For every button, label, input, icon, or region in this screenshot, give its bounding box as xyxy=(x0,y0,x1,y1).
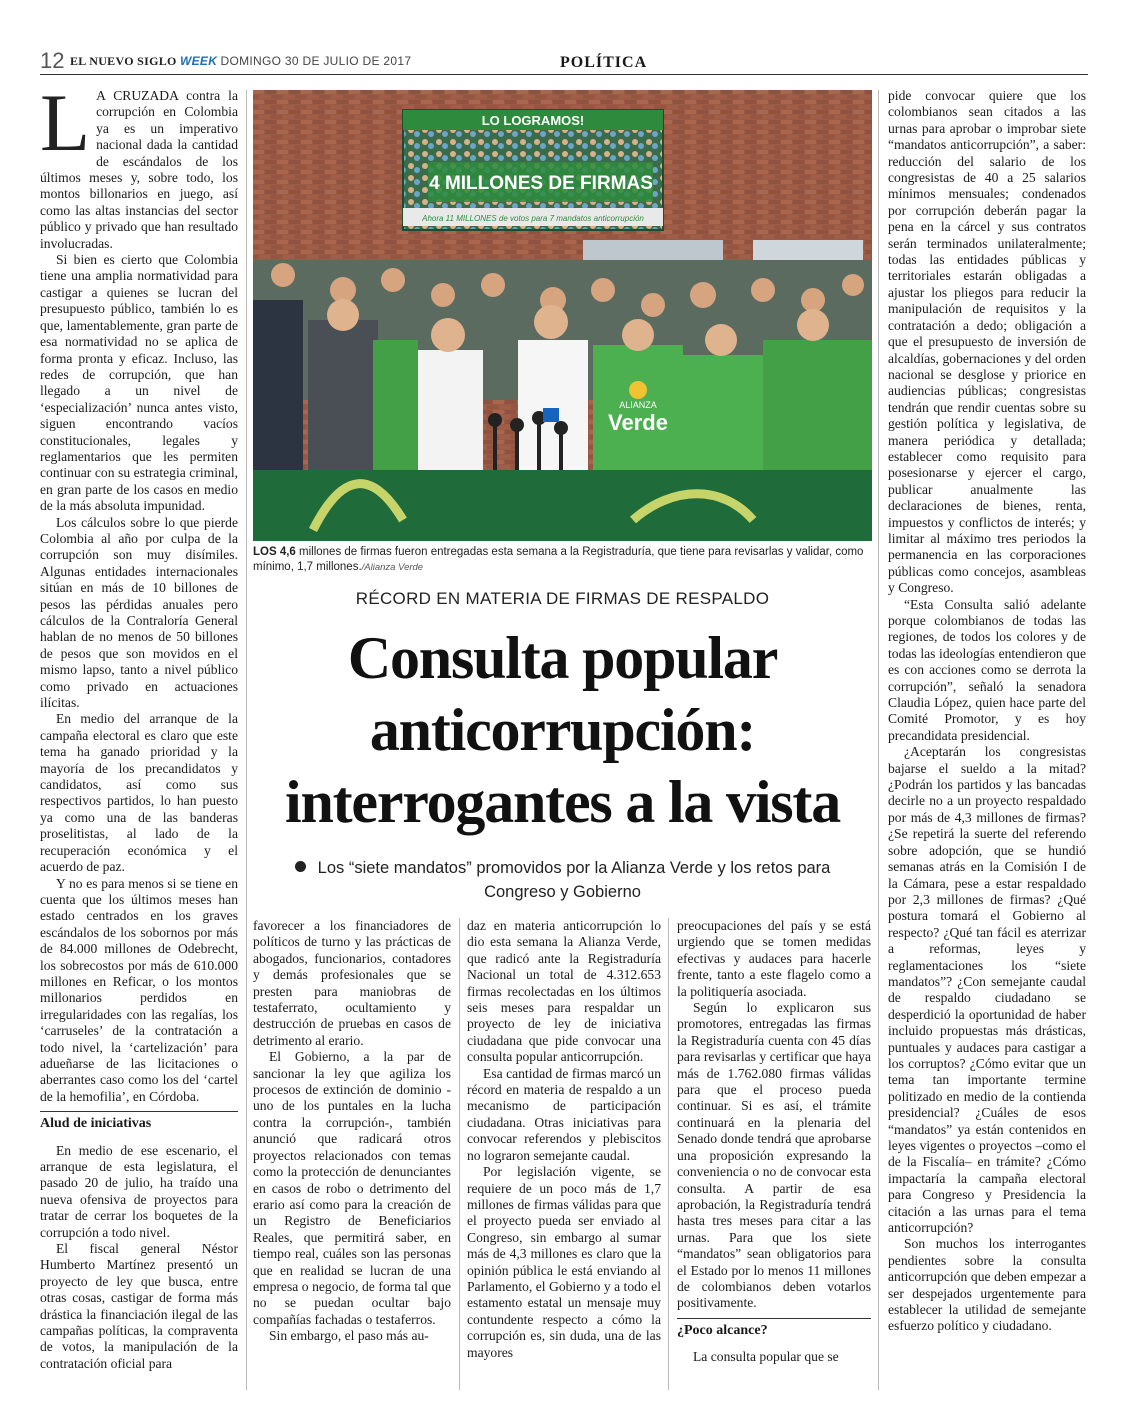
paragraph: En medio de ese escenario, el arranque de esta legislatura, el pasado 20 de julio, ha traído una nueva ofensiva de proyectos para tratar de cerrar los boquetes de la corrupción a todo nivel. xyxy=(40,1142,238,1240)
column-rule xyxy=(246,90,247,1390)
column-rule xyxy=(878,90,879,1390)
paragraph: En medio del arranque de la campaña electoral es claro que este tema ha ganado prioridad y la mayoría de los precandidatos y candidatos, así como sus respectivos partidos, lo han puesto ya como una de las banderas proselitistas, al lado de la recuperación económica y el acuerdo de paz. xyxy=(40,711,238,875)
news-photo xyxy=(253,90,872,541)
paragraph: Por legislación vigente, se requiere de un poco más de 1,7 millones de firmas válidas para que el proyecto pueda ser enviado al Congreso, sin embargo al sumar más de 4,3 millones es claro que la opinión pública le está enviando al Parlamento, el Gobierno y a todo el estamento estatal un mensaje muy contundente respecto a cómo la corrupción es, sin duda, una de las mayores xyxy=(467,1164,661,1360)
photo-credit: /Alianza Verde xyxy=(361,562,424,573)
caption-lead: LOS 4,6 xyxy=(253,546,296,558)
banner-headline: 4 MILLONES DE FIRMAS xyxy=(429,173,653,194)
section-title: POLÍTICA xyxy=(560,54,648,71)
photo-illustration xyxy=(253,90,872,541)
drop-cap: L xyxy=(40,77,91,168)
deck-line: Los “siete mandatos” promovidos por la Alianza Verde y los retos para xyxy=(317,859,831,877)
paragraph: El fiscal general Néstor Humberto Martínez presentó un proyecto de ley que busca, entre otras cosas, castigar de forma más drástica la financiación ilegal de las campañas políticas, la compraventa de votos, la manipulación de la contratación oficial para xyxy=(40,1241,238,1371)
publication-line xyxy=(70,54,411,69)
banner-subline: Ahora 11 MILLONES de votos para 7 mandatos anticorrupción xyxy=(422,214,644,223)
paragraph: Si bien es cierto que Colombia tiene una amplia normatividad para castigar a quienes se lucran del presupuesto público, también lo es que, lamentablemente, gran parte de esa normatividad no se aplica de forma pronta y eficaz. Incluso, las redes de corrupción, que han llegado a un nivel de ‘especialización’ nunca antes visto, siguen encontrando vacíos constitucionales, legales y reglamentarios que les permiten continuar con su estrategia criminal, en gran parte de los casos en medio de la más absoluta impunidad. xyxy=(40,252,238,514)
deck xyxy=(253,856,872,904)
page-header xyxy=(40,48,1088,75)
publication-name: EL NUEVO SIGLO xyxy=(70,54,177,68)
headline-line: interrogantes a la vista xyxy=(284,769,841,835)
paragraph: La consulta popular que se xyxy=(693,1349,839,1365)
paragraph: Según lo explicaron sus promotores, entregadas las firmas la Registraduría cuenta con 45 días para revisarlas y certificar que haya más de 1.762.080 firmas válidas para que el proceso pueda continuar. Si es así, el trámite continuará en la plenaria del Senado donde tendrá que aprobarse una proposición expresando la conveniencia o no de convocar esta consulta. A partir de esa aprobación, la Registraduría tendrá hasta tres meses para citar a las urnas. Para que los siete “mandatos” sean obligatorios para el Estado por lo menos 11 millones de colombianos deben votarlos positivamente. xyxy=(677,1000,871,1311)
headline xyxy=(253,622,872,838)
paragraph: pide convocar quiere que los colombianos sean citados a las urnas para aprobar o improbar siete “mandatos anticorrupción”, a saber: reducción del salario de los congresistas de 40 a 25 salarios mínimos mensuales; condenados por corrupción deberán pagar la pena en la cárcel y sus contratos serán terminados unilateralmente; todas las entidades públicas y territoriales estarán obligadas a ajustar los pliegos para reducir la manipulación de requisitos y la contratación a dedo; obligación a que el presupuesto de inversión de alcaldías, gobernaciones y del orden nacional se desglose y priorice en audiencias públicas; congresistas tendrán que rendir cuentas sobre su gestión política y legislativa, de manera periódica y detallada; establecer como requisito para posesionarse y ejercer el cargo, publicar anualmente las declaraciones de bienes, renta, impuestos y conflictos de interés; y limitar al máximo tres periodos la permanencia en las corporaciones públicas como concejos, asambleas y Congreso. xyxy=(888,88,1086,596)
paragraph: “Esta Consulta salió adelante porque colombianos de todas las regiones, de todos los colores y de todas las ideologías entendieron que es con acciones como se derrota la corrupción”, señaló la senadora Claudia López, quien hace parte del Comité Promotor, y es hoy precandidata presidencial. xyxy=(888,596,1086,743)
article-column-1 xyxy=(40,77,238,1372)
paragraph: ¿Aceptarán los congresistas bajarse el sueldo a la mitad? ¿Podrán los partidos y las bancadas decirle no a un proyecto respaldado por más de 4,3 millones de firmas? ¿Se repetirá la suerte del referendo sobre adopción, que se hundió semanas atrás en la Comisión I de la Cámara, pese a estar respaldado por 2,3 millones de firmas? ¿Qué postura tomará el Gobierno al respecto? ¿Qué tan fácil es aterrizar a reformas, leyes y reglamentaciones los “siete mandatos”? ¿Con semejante caudal de respaldo ciudadano se desperdició la oportunidad de haber incluido propuestas más drásticas, puntuales y audaces para castigar a los corruptos? ¿Cómo evitar que un tema tan importante termine politizado en medio de la contienda presidencial? ¿Cuáles de esos “mandatos” ya están contenidos en leyes vigentes o proyectos –como el de la Fiscalía– en trámite? ¿Cómo impactaría la campaña electoral para Congreso y Presidencia la citación a las urnas para el tema anticorrupción? xyxy=(888,744,1086,1236)
paragraph: El Gobierno, a la par de sancionar la ley que agiliza los procesos de extinción de dominio -uno de los puntales en la lucha contra la corrupción-, también anunció que radicará otros proyectos relacionados con temas como la protección de denunciantes en casos de robo o detrimento del erario así como para la creación de un Registro de Beneficiarios Reales, que permitirá saber, en tiempo real, cuáles son las personas que en realidad se lucran de una empresa o negocio, de forma tal que no se puedan ocultar bajo compañías fachadas o testaferros. xyxy=(253,1049,451,1327)
subheading: Alud de iniciativas xyxy=(40,1111,238,1136)
column-rule xyxy=(668,918,669,1390)
article-column-3 xyxy=(467,918,661,1361)
paragraph: A CRUZADA contra la corrupción en Colombia ya es un imperativo nacional dada la cantidad de escándalos de los últimos meses y, sobre todo, los montos billonarios en juego, así como las altas instancias del sector público y privado que han resultado involucradas. xyxy=(40,88,238,251)
photo-caption xyxy=(253,545,872,575)
banner-text: LO LOGRAMOS! xyxy=(481,113,585,128)
paragraph: Sin embargo, el paso más au- xyxy=(269,1328,429,1344)
column-rule xyxy=(459,918,460,1390)
issue-date: DOMINGO 30 DE JULIO DE 2017 xyxy=(220,54,412,68)
article-column-2 xyxy=(253,918,451,1345)
caption-text: millones de firmas fueron entregadas esta semana a la Registraduría, que tiene para revisarlas y validar, como mínimo, 1,7 millones. xyxy=(253,546,864,573)
paragraph: preocupaciones del país y se está urgiendo que se tomen medidas efectivas y audaces para hacerle frente, tanto a este flagelo como a la politiquería asociada. xyxy=(677,918,871,999)
paragraph: Los cálculos sobre lo que pierde Colombia al año por culpa de la corrupción son muy disímiles. Algunas entidades internacionales sitúan en más de 10 billones de pesos las pérdidas anuales pero cálculos de la Contraloría General hablan de no menos de 50 billones de pesos que son movidos en el mismo lapso, tanto a nivel público como privado en actuaciones ilícitas. xyxy=(40,514,238,711)
edition-name: WEEK xyxy=(179,54,218,68)
subheading: ¿Poco alcance? xyxy=(677,1318,871,1343)
paragraph: Esa cantidad de firmas marcó un récord en materia de respaldo a un mecanismo de participación ciudadana. Otras iniciativas para convocar referendos y plebiscitos no lograron semejante caudal. xyxy=(467,1065,661,1163)
shirt-logo-text: Verde xyxy=(608,410,668,435)
article-column-5 xyxy=(888,88,1086,1335)
bullet-icon xyxy=(295,861,306,872)
shirt-logo-small: ALIANZA xyxy=(619,400,657,410)
deck-line: Congreso y Gobierno xyxy=(484,883,641,901)
paragraph: daz en materia anticorrupción lo dio esta semana la Alianza Verde, que radicó ante la Registraduría Nacional un total de 4.312.653 firmas recolectadas en los últimos seis meses para respaldar un proyecto de ley de iniciativa ciudadana que pide convocar una consulta popular anticorrupción. xyxy=(467,918,661,1065)
paragraph: Y no es para menos si se tiene en cuenta que los últimos meses han estado centrados en los graves escándalos de los sobornos por más de 84.000 millones de Odebrecht, los sobrecostos por más de 610.000 millones en Reficar, o los montos millonarios perdidos en irregularidades con las regalías, los ‘carruseles’ de la contratación a todo nivel, la ‘cartelización’ para adueñarse de las licitaciones o aberrantes caso como los del ‘cartel de la hemofilia’, en Córdoba. xyxy=(40,875,238,1104)
kicker: RÉCORD EN MATERIA DE FIRMAS DE RESPALDO xyxy=(355,589,770,608)
headline-line: anticorrupción: xyxy=(369,697,756,763)
headline-line: Consulta popular xyxy=(347,625,778,691)
page-number: 12 xyxy=(40,48,65,73)
paragraph: favorecer a los financiadores de políticos de turno y las prácticas de abogados, funcionarios, contadores y demás profesionales que se presten para maniobras de testaferrato, ocultamiento y destrucción de pruebas en casos de detrimento al erario. xyxy=(253,918,451,1048)
article-column-4 xyxy=(677,918,871,1366)
paragraph: Son muchos los interrogantes pendientes sobre la consulta anticorrupción que deben empezar a ser despejados urgentemente para establecer la utilidad de semejante esfuerzo político y ciudadano. xyxy=(888,1236,1086,1334)
